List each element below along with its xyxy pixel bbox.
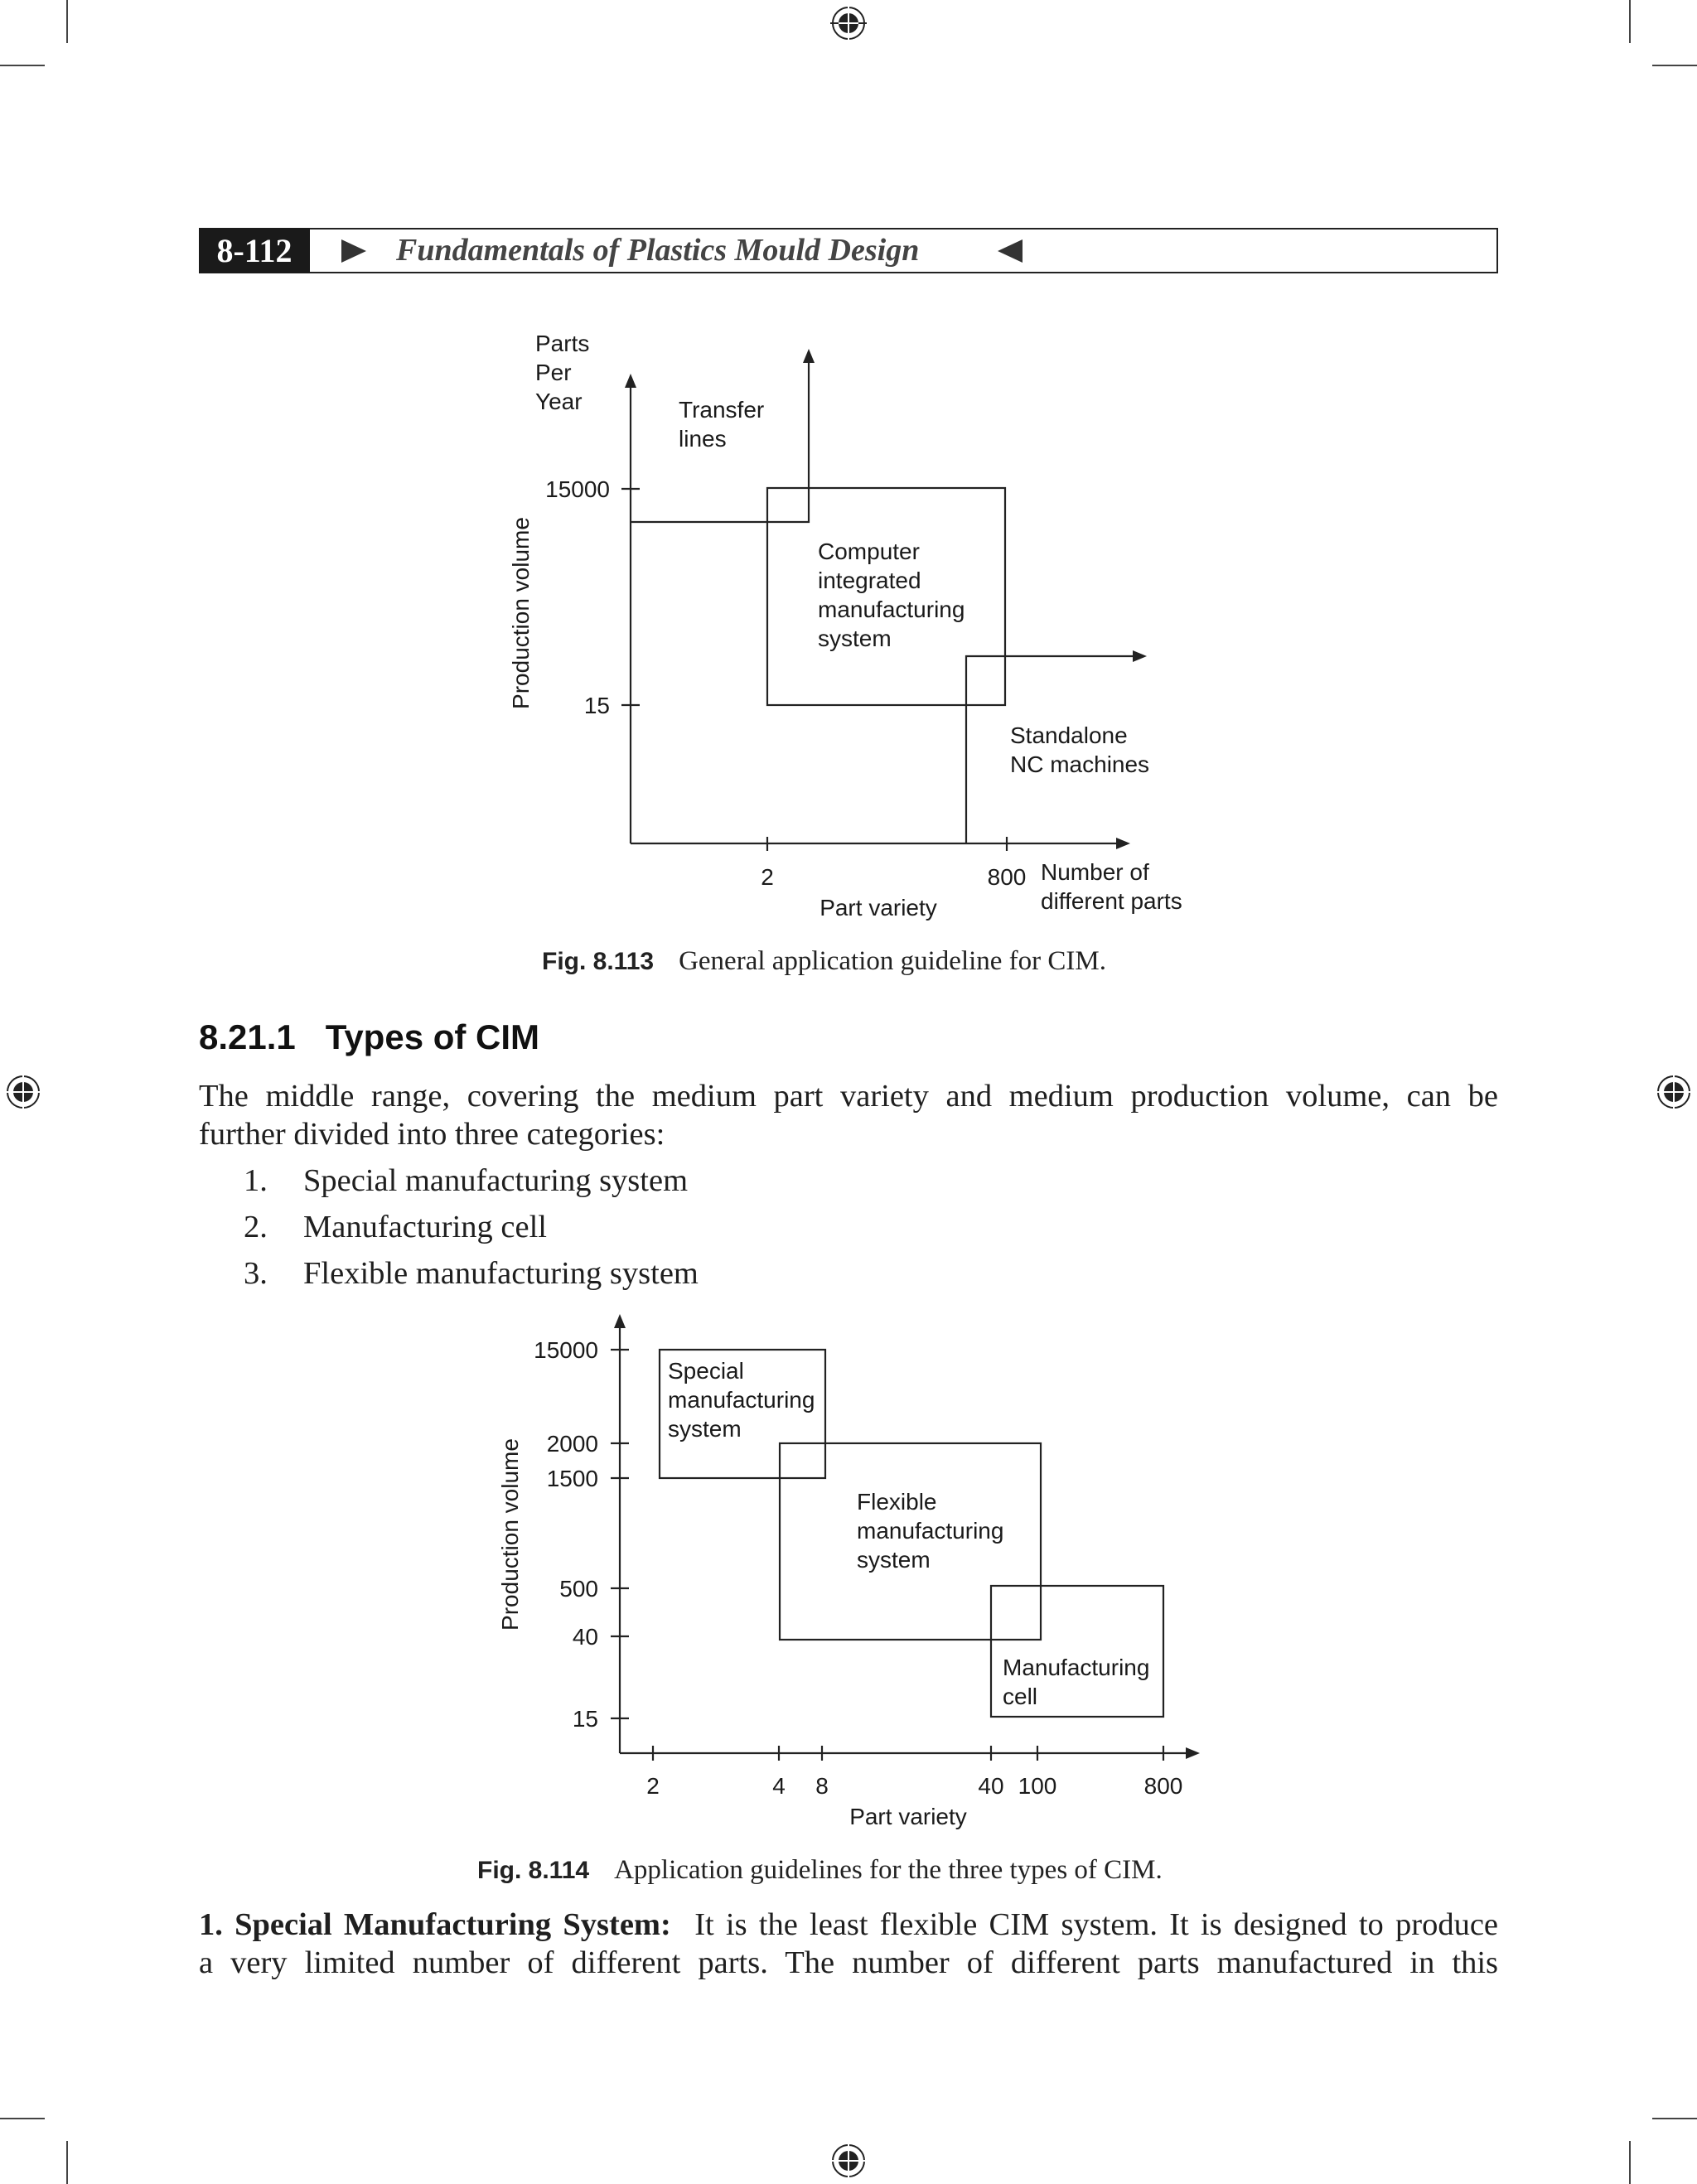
x-tick-label: 40 <box>978 1773 1004 1799</box>
y-tick-label: 15 <box>583 693 610 718</box>
page-number: 8-112 <box>199 228 310 273</box>
x-tick-label: 8 <box>815 1773 829 1799</box>
figure-number: Fig. 8.114 <box>477 1857 590 1884</box>
x-tick-label: 800 <box>987 864 1027 890</box>
y-tick-label: 15000 <box>545 476 610 502</box>
y-tick-label: 2000 <box>546 1431 598 1457</box>
y-tick-label: 500 <box>559 1576 598 1602</box>
arrow-head-icon <box>1186 1747 1200 1759</box>
figure-number: Fig. 8.113 <box>542 948 655 975</box>
x-axis-label: Part variety <box>849 1804 967 1829</box>
section-number: 8.21.1 <box>199 1017 296 1056</box>
book-title: Fundamentals of Plastics Mould Design <box>396 233 920 268</box>
paragraph-lead: 1. Special Manufacturing System: <box>199 1907 671 1942</box>
paragraph-line: The middle range, covering the medium part variety and medium production volume, can be <box>199 1079 1498 1114</box>
paragraph-line: a very limited number of different parts. The number of different parts manufactured in this <box>199 1945 1498 1980</box>
x-tick-label: 100 <box>1018 1773 1057 1799</box>
y-tick-label: 15 <box>572 1706 598 1732</box>
x-axis-end-label: Number of different parts <box>1041 859 1182 914</box>
cell-label: Manufacturing cell <box>1003 1655 1150 1709</box>
list-item: 3. Flexible manufacturing system <box>244 1256 699 1291</box>
x-tick-label: 4 <box>772 1773 786 1799</box>
section-title: Types of CIM <box>325 1017 540 1056</box>
list-item: 1. Special manufacturing system <box>244 1163 689 1198</box>
x-tick-label: 2 <box>761 864 774 890</box>
special-label: Special manufacturing system <box>668 1358 815 1442</box>
cim-label: Computer integrated manufacturing system <box>818 539 965 651</box>
list-item: 2. Manufacturing cell <box>244 1210 547 1244</box>
standalone-label: Standalone NC machines <box>1010 722 1150 777</box>
y-top-label: Parts Per Year <box>535 331 590 414</box>
x-axis-label: Part variety <box>819 895 937 920</box>
caption-text: Application guidelines for the three types of CIM. <box>614 1855 1163 1885</box>
figure-caption <box>477 1855 1163 1886</box>
caption-text: General application guideline for CIM. <box>679 946 1106 976</box>
flexible-label: Flexible manufacturing system <box>857 1489 1004 1573</box>
arrow-head-icon <box>614 1314 626 1328</box>
x-tick-label: 800 <box>1143 1773 1183 1799</box>
y-axis-label: Production volume <box>508 517 534 709</box>
y-tick-label: 40 <box>572 1624 598 1650</box>
y-tick-label: 1500 <box>546 1466 598 1491</box>
x-tick-label: 2 <box>646 1773 660 1799</box>
transfer-lines-label: Transfer lines <box>679 397 765 452</box>
y-axis-label: Production volume <box>497 1438 523 1631</box>
y-tick-label: 15000 <box>534 1337 598 1363</box>
paragraph-line: further divided into three categories: <box>199 1117 665 1152</box>
paragraph-line <box>199 1906 1498 1944</box>
paragraph-text: It is the least flexible CIM system. It is designed to produce <box>694 1907 1498 1942</box>
